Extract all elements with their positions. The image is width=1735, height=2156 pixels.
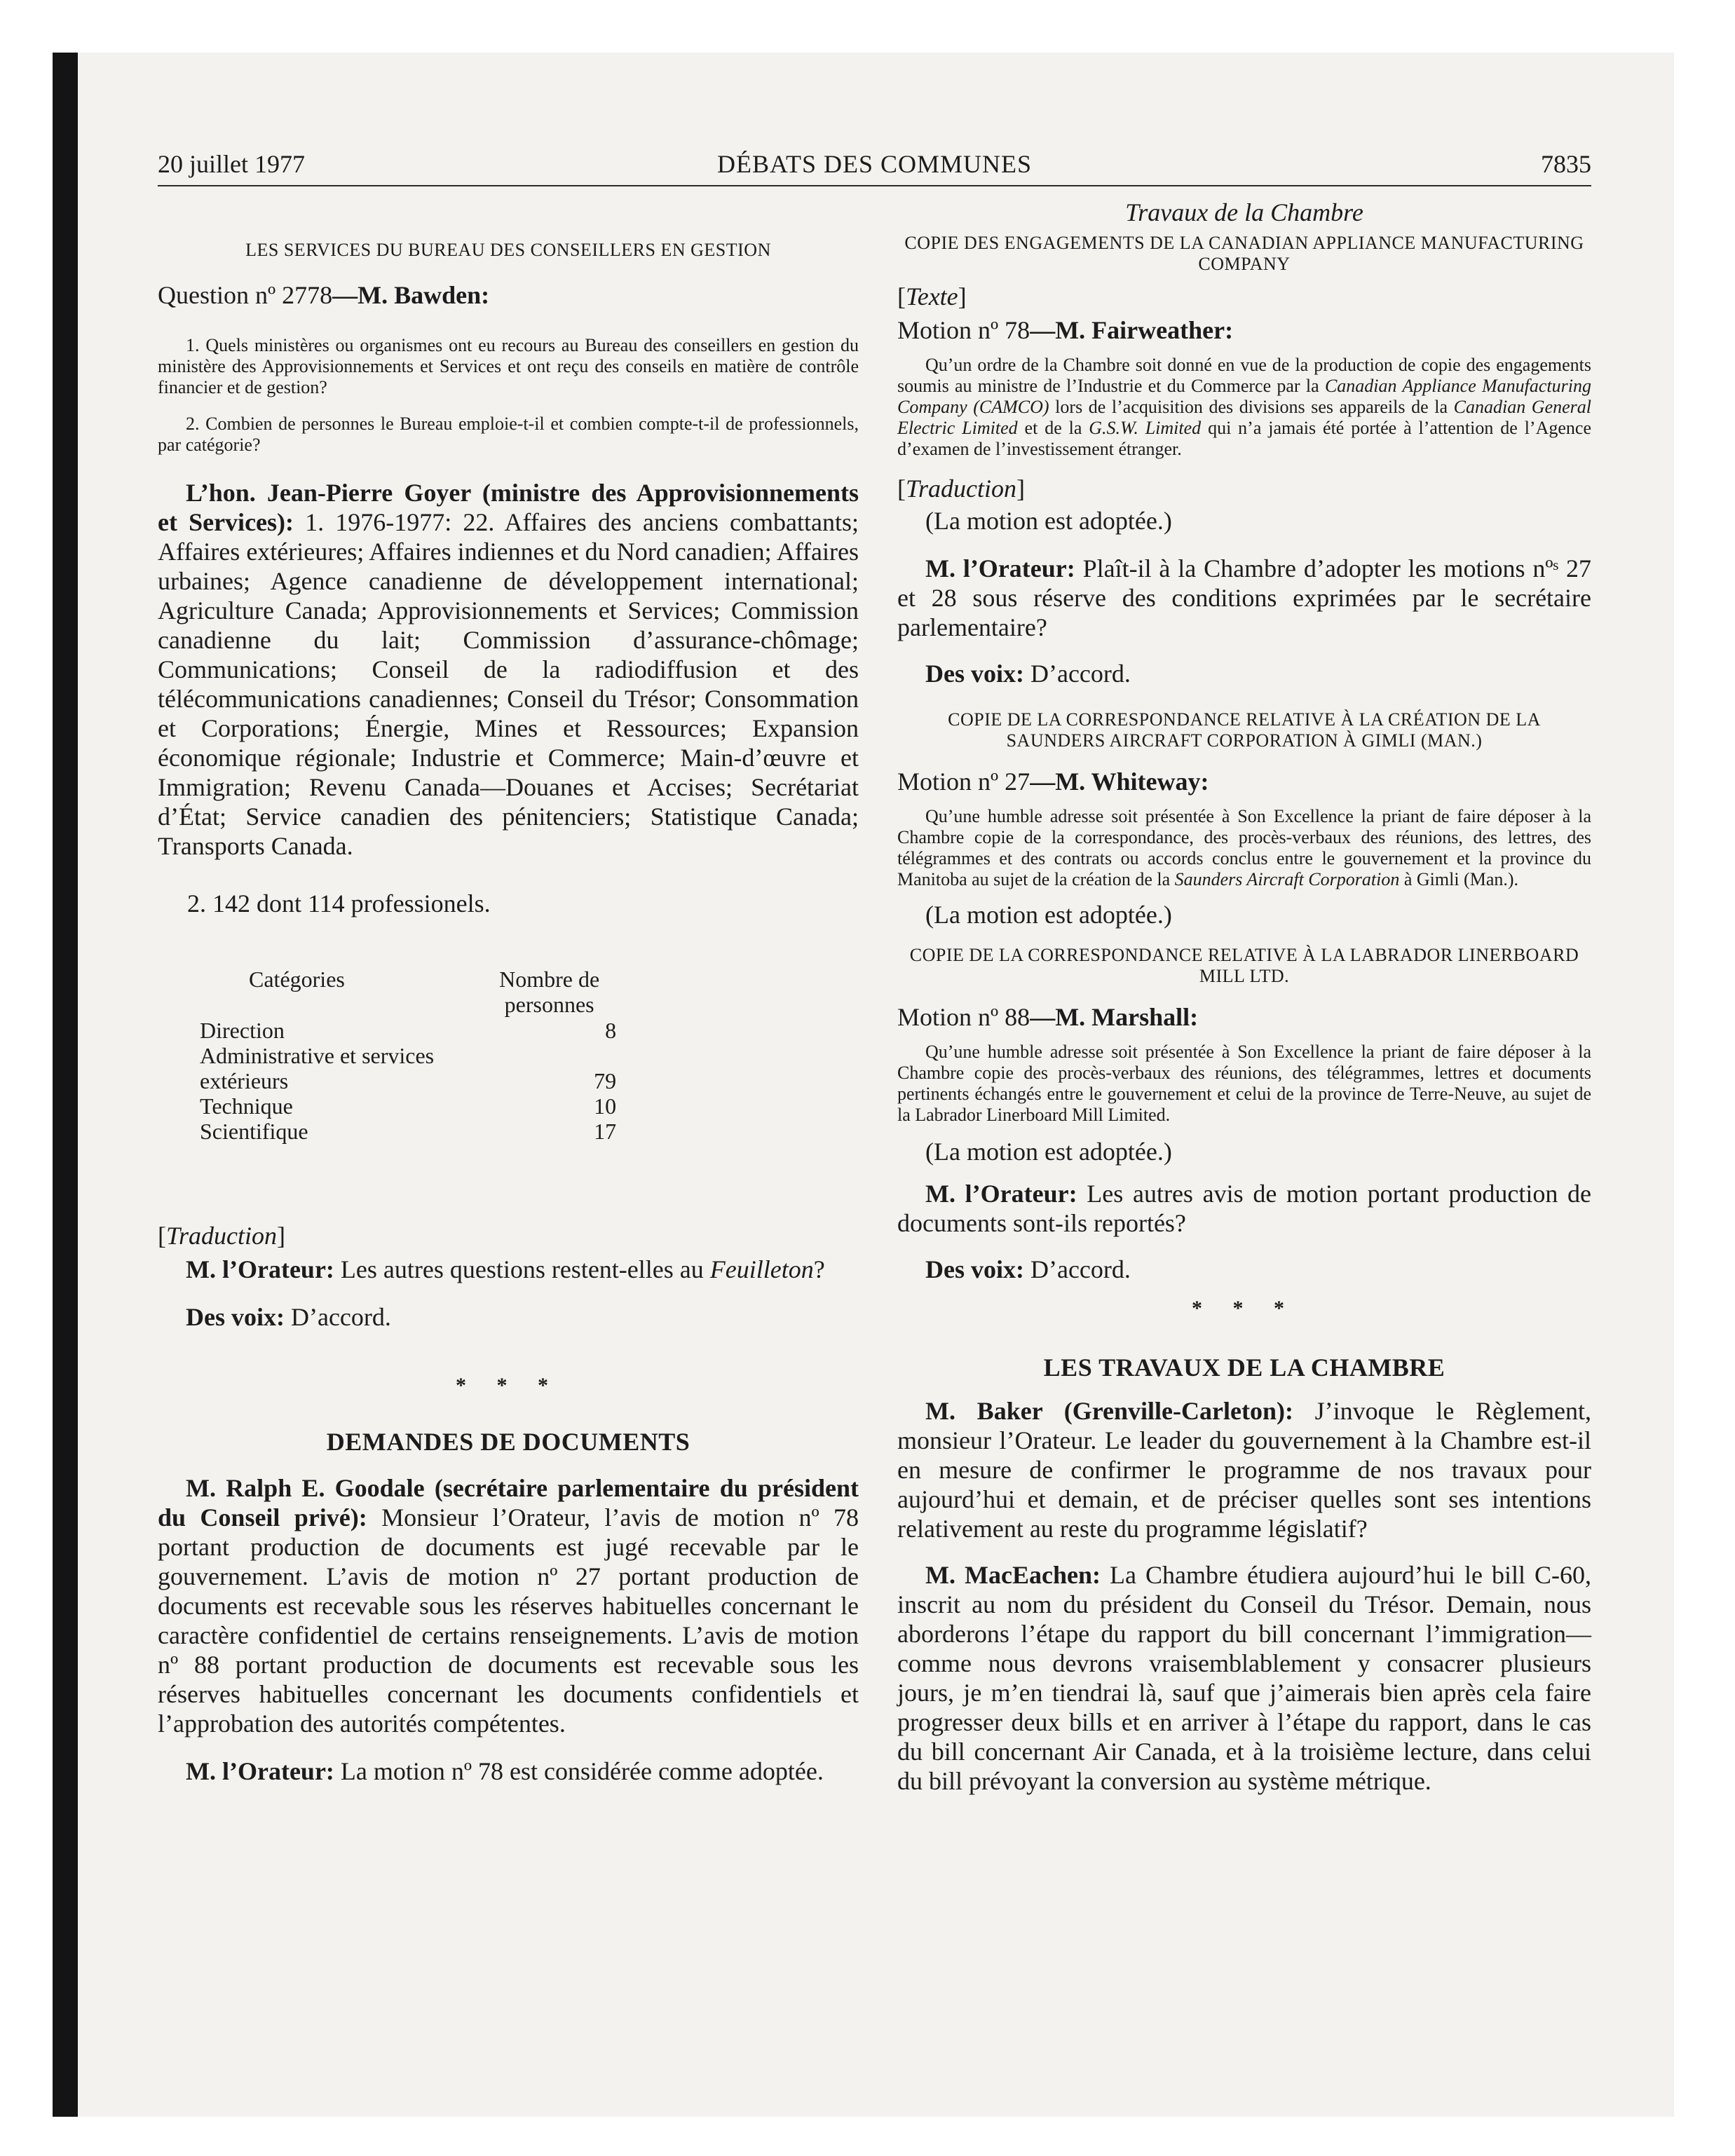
voix-paragraph-right-2 (897, 1255, 1591, 1284)
scan-edge (53, 53, 78, 2117)
table-row (200, 1068, 616, 1093)
table-row (200, 1018, 616, 1043)
maceachen-paragraph (897, 1560, 1591, 1796)
motion-78-italic-1: Canadian Appliance Manufacturing Company (CAMCO) (897, 376, 1591, 417)
speaker-orateur-2: M. l’Orateur: (186, 1757, 334, 1785)
voix-paragraph-right-1 (897, 659, 1591, 688)
left-column (158, 198, 859, 1786)
motion-78-italic-3: G.S.W. Limited (1089, 418, 1202, 438)
speaker-orateur: M. l’Orateur: (186, 1255, 334, 1283)
table-cell-value (434, 1043, 616, 1068)
orateur-question-paragraph (158, 1255, 859, 1284)
section-separator-stars: * * * (456, 1374, 561, 1397)
heading-saunders: COPIE DE LA CORRESPONDANCE RELATIVE À LA CRÉATION DE LA SAUNDERS AIRCRAFT CORPORATION À GIMLI (MAN.) (948, 709, 1541, 751)
orateur-text-end: ? (813, 1255, 825, 1283)
motion-27-number: Motion nº 27 (897, 767, 1030, 796)
motion-27-member: —M. Whiteway: (1030, 767, 1209, 796)
motion-27-body (897, 806, 1591, 890)
table-cell-label: Administrative et services (200, 1043, 435, 1068)
table-cell-label: Scientifique (200, 1119, 308, 1144)
speaker-orateur-right: M. l’Orateur: (925, 554, 1075, 582)
motion-27-italic: Saunders Aircraft Corporation (1174, 869, 1400, 889)
orateur-motions-paragraph (897, 554, 1591, 642)
table-row (200, 1043, 616, 1068)
question-number: Question nº 2778 (158, 281, 333, 309)
table-header-count-line2: personnes (504, 992, 594, 1017)
goodale-paragraph (158, 1473, 859, 1738)
answer-part-2: 2. 142 dont 114 professionels. (187, 889, 491, 917)
traduction-label-right-text: Traduction (906, 475, 1017, 503)
page-header (158, 149, 1591, 186)
orateur-text: Les autres questions restent-elles au (334, 1255, 710, 1283)
motion-88-member: —M. Marshall: (1030, 1003, 1199, 1031)
question-member: —M. Bawden: (332, 281, 490, 309)
table-row (200, 1093, 616, 1119)
motion-78-text-2: lors de l’acquisition des divisions ses appareils de la (1049, 397, 1454, 417)
motion-27-text-1: Qu’une humble adresse soit présentée à Son Excellence la priant de faire déposer à la Chambre copie de la correspondance, des procès-verbaux des réunions, des lettres, des télégrammes et des contrats ou accords conclus entre le gouvernement et la province du Manitoba au sujet de la création de la (897, 806, 1591, 889)
motion-27-heading (897, 767, 1591, 796)
running-head: Travaux de la Chambre (1125, 198, 1363, 226)
traduction-label-right: [Traduction] (897, 475, 1026, 503)
header-title: DÉBATS DES COMMUNES (716, 150, 1033, 178)
section-heading-demandes: DEMANDES DE DOCUMENTS (326, 1428, 690, 1456)
orateur-adoption-paragraph (158, 1756, 859, 1786)
table-header-categories: Catégories (249, 967, 345, 992)
answer-paragraph (158, 478, 859, 861)
voix-text-right: D’accord. (1023, 660, 1131, 688)
answer-speaker: L’hon. Jean-Pierre Goyer (ministre des Approvisionnements et Services): (158, 479, 859, 536)
speaker-voix: Des voix: (186, 1303, 285, 1331)
answer-text: 1. 1976-1977: 22. Affaires des anciens combattants; Affaires extérieures; Affaires indiennes et du Nord canadien; Affaires urbaines; Agence canadienne de développement international; Agriculture Canada; Approvisionnements et Services; Commission canadienne du lait; Commission d’assurance-chômage; Communications; Conseil de la radiodiffusion et des télécommunications canadiennes; Conseil du Trésor; Consommation et Corporations; Énergie, Mines et Ressources; Expansion économique régionale; Industrie et Commerce; Main-d’œuvre et Immigration; Revenu Canada—Douanes et Accises; Secrétariat d’État; Service canadien des pénitenciers; Statistique Canada; Transports Canada. (158, 508, 859, 860)
motion-adopted-2: (La motion est adoptée.) (925, 901, 1172, 929)
motion-adopted-1: (La motion est adoptée.) (925, 507, 1172, 535)
motion-78-text-3: et de la (1017, 418, 1089, 438)
speaker-maceachen: M. MacEachen: (925, 1561, 1101, 1589)
texte-label-text: Texte (906, 282, 958, 311)
traduction-label-text: Traduction (166, 1222, 278, 1250)
orateur-reports-text: Les autres avis de motion portant production de documents sont-ils reportés? (897, 1180, 1591, 1237)
heading-services-bureau: LES SERVICES DU BUREAU DES CONSEILLERS EN GESTION (245, 240, 771, 260)
table-cell-value: 17 (594, 1119, 617, 1144)
table-header-count (434, 966, 616, 1018)
traduction-label: [Traduction] (158, 1222, 286, 1250)
heading-labrador: COPIE DE LA CORRESPONDANCE RELATIVE À LA LABRADOR LINERBOARD MILL LTD. (909, 945, 1579, 986)
maceachen-text: La Chambre étudiera aujourd’hui le bill C-60, inscrit au nom du président du Conseil du Trésor. Demain, nous aborderons l’étape du rapport du bill concernant l’immigration—comme nous devrons vraisemblablement y consacrer plusieurs jours, je m’en tiendrai là, sauf que j’aimerais bien après cela faire progresser deux bills et en arriver à l’étape du rapport, dans le cas du bill concernant Air Canada, et à la troisième lecture, dans celui du bill prévoyant la conversion au système métrique. (897, 1561, 1591, 1795)
header-page-number: 7835 (1541, 150, 1591, 178)
texte-label: [Texte] (897, 282, 967, 311)
section-heading-travaux: LES TRAVAUX DE LA CHAMBRE (1043, 1353, 1445, 1381)
orateur-motions-text: Plaît-il à la Chambre d’adopter les motions nºˢ 27 et 28 sous réserve des conditions exprimées par le secrétaire parlementaire? (897, 554, 1591, 641)
motion-78-text-1: Qu’un ordre de la Chambre soit donné en vue de la production de copie des engagements soumis au ministre de l’Industrie et du Commerce par la (897, 355, 1591, 396)
categories-table (200, 966, 616, 1144)
speaker-goodale: M. Ralph E. Goodale (secrétaire parlementaire du président du Conseil privé): (158, 1474, 859, 1531)
motion-88-number: Motion nº 88 (897, 1003, 1030, 1031)
speaker-voix-right-2: Des voix: (925, 1255, 1024, 1283)
question-part-1: 1. Quels ministères ou organismes ont eu recours au Bureau des conseillers en gestion du ministère des Approvisionnements et Services et ont reçu des conseils en matière de contrôle financier et de gestion? (158, 335, 859, 397)
table-cell-value: 8 (605, 1018, 617, 1043)
baker-paragraph (897, 1396, 1591, 1543)
baker-text: J’invoque le Règlement, monsieur l’Orateur. Le leader du gouvernement à la Chambre est-il en mesure de confirmer le programme de nos travaux pour aujourd’hui et demain, et de préciser quelles sont ses intentions relativement au reste du programme législatif? (897, 1397, 1591, 1543)
speaker-voix-right: Des voix: (925, 660, 1024, 688)
section-separator-stars-right: * * * (1192, 1297, 1297, 1320)
table-cell-label: Technique (200, 1093, 293, 1119)
motion-88-body: Qu’une humble adresse soit présentée à Son Excellence la priant de faire déposer à la Chambre copie des procès-verbaux des réunions, des télégrammes, lettres et documents pertinents échangés entre le gouvernement et celui de la province de Terre-Neuve, au sujet de la Labrador Linerboard Mill Limited. (897, 1042, 1591, 1125)
orateur-reports-paragraph (897, 1179, 1591, 1238)
speaker-orateur-right-2: M. l’Orateur: (925, 1180, 1077, 1208)
orateur-adoption-text: La motion nº 78 est considérée comme adoptée. (334, 1757, 824, 1785)
goodale-text: Monsieur l’Orateur, l’avis de motion nº 78 portant production de documents est jugé recevable par le gouvernement. L’avis de motion nº 27 portant production de documents est recevable sous les réserves habituelles concernant le caractère confidentiel de certains renseignements. L’avis de motion nº 88 portant production de documents est recevable sous les réserves habituelles concernant les documents confidentiels et l’approbation des autorités compétentes. (158, 1503, 859, 1738)
right-column (897, 198, 1591, 1796)
table-header-row (200, 966, 616, 1018)
table-cell-value: 79 (594, 1068, 617, 1093)
voix-paragraph (158, 1302, 859, 1332)
motion-78-text-4: qui n’a jamais été portée à l’attention de l’Agence d’examen de l’investissement étranger. (897, 418, 1591, 459)
motion-78-italic-2: Canadian General Electric Limited (897, 397, 1591, 438)
voix-text: D’accord. (284, 1303, 391, 1331)
motion-88-heading (897, 1002, 1591, 1032)
orateur-text-italic: Feuilleton (709, 1255, 814, 1283)
motion-78-member: —M. Fairweather: (1030, 316, 1234, 344)
question-part-2: 2. Combien de personnes le Bureau emploie-t-il et combien compte-t-il de professionnels, par catégorie? (158, 414, 859, 455)
motion-78-number: Motion nº 78 (897, 316, 1030, 344)
table-cell-label: Direction (200, 1018, 285, 1043)
header-date: 20 juillet 1977 (158, 150, 305, 178)
voix-text-right-2: D’accord. (1023, 1255, 1131, 1283)
table-row (200, 1119, 616, 1144)
motion-27-text-2: à Gimli (Man.). (1399, 869, 1519, 889)
motion-78-body (897, 355, 1591, 460)
heading-camco: COPIE DES ENGAGEMENTS DE LA CANADIAN APPLIANCE MANUFACTURING COMPANY (904, 233, 1584, 274)
motion-78-heading (897, 315, 1591, 345)
table-cell-value: 10 (594, 1093, 617, 1119)
table-header-count-line1: Nombre de (499, 967, 600, 992)
motion-adopted-3: (La motion est adoptée.) (925, 1138, 1172, 1166)
table-cell-label: extérieurs (200, 1068, 289, 1093)
question-heading (158, 280, 859, 310)
speaker-baker: M. Baker (Grenville-Carleton): (925, 1397, 1293, 1425)
